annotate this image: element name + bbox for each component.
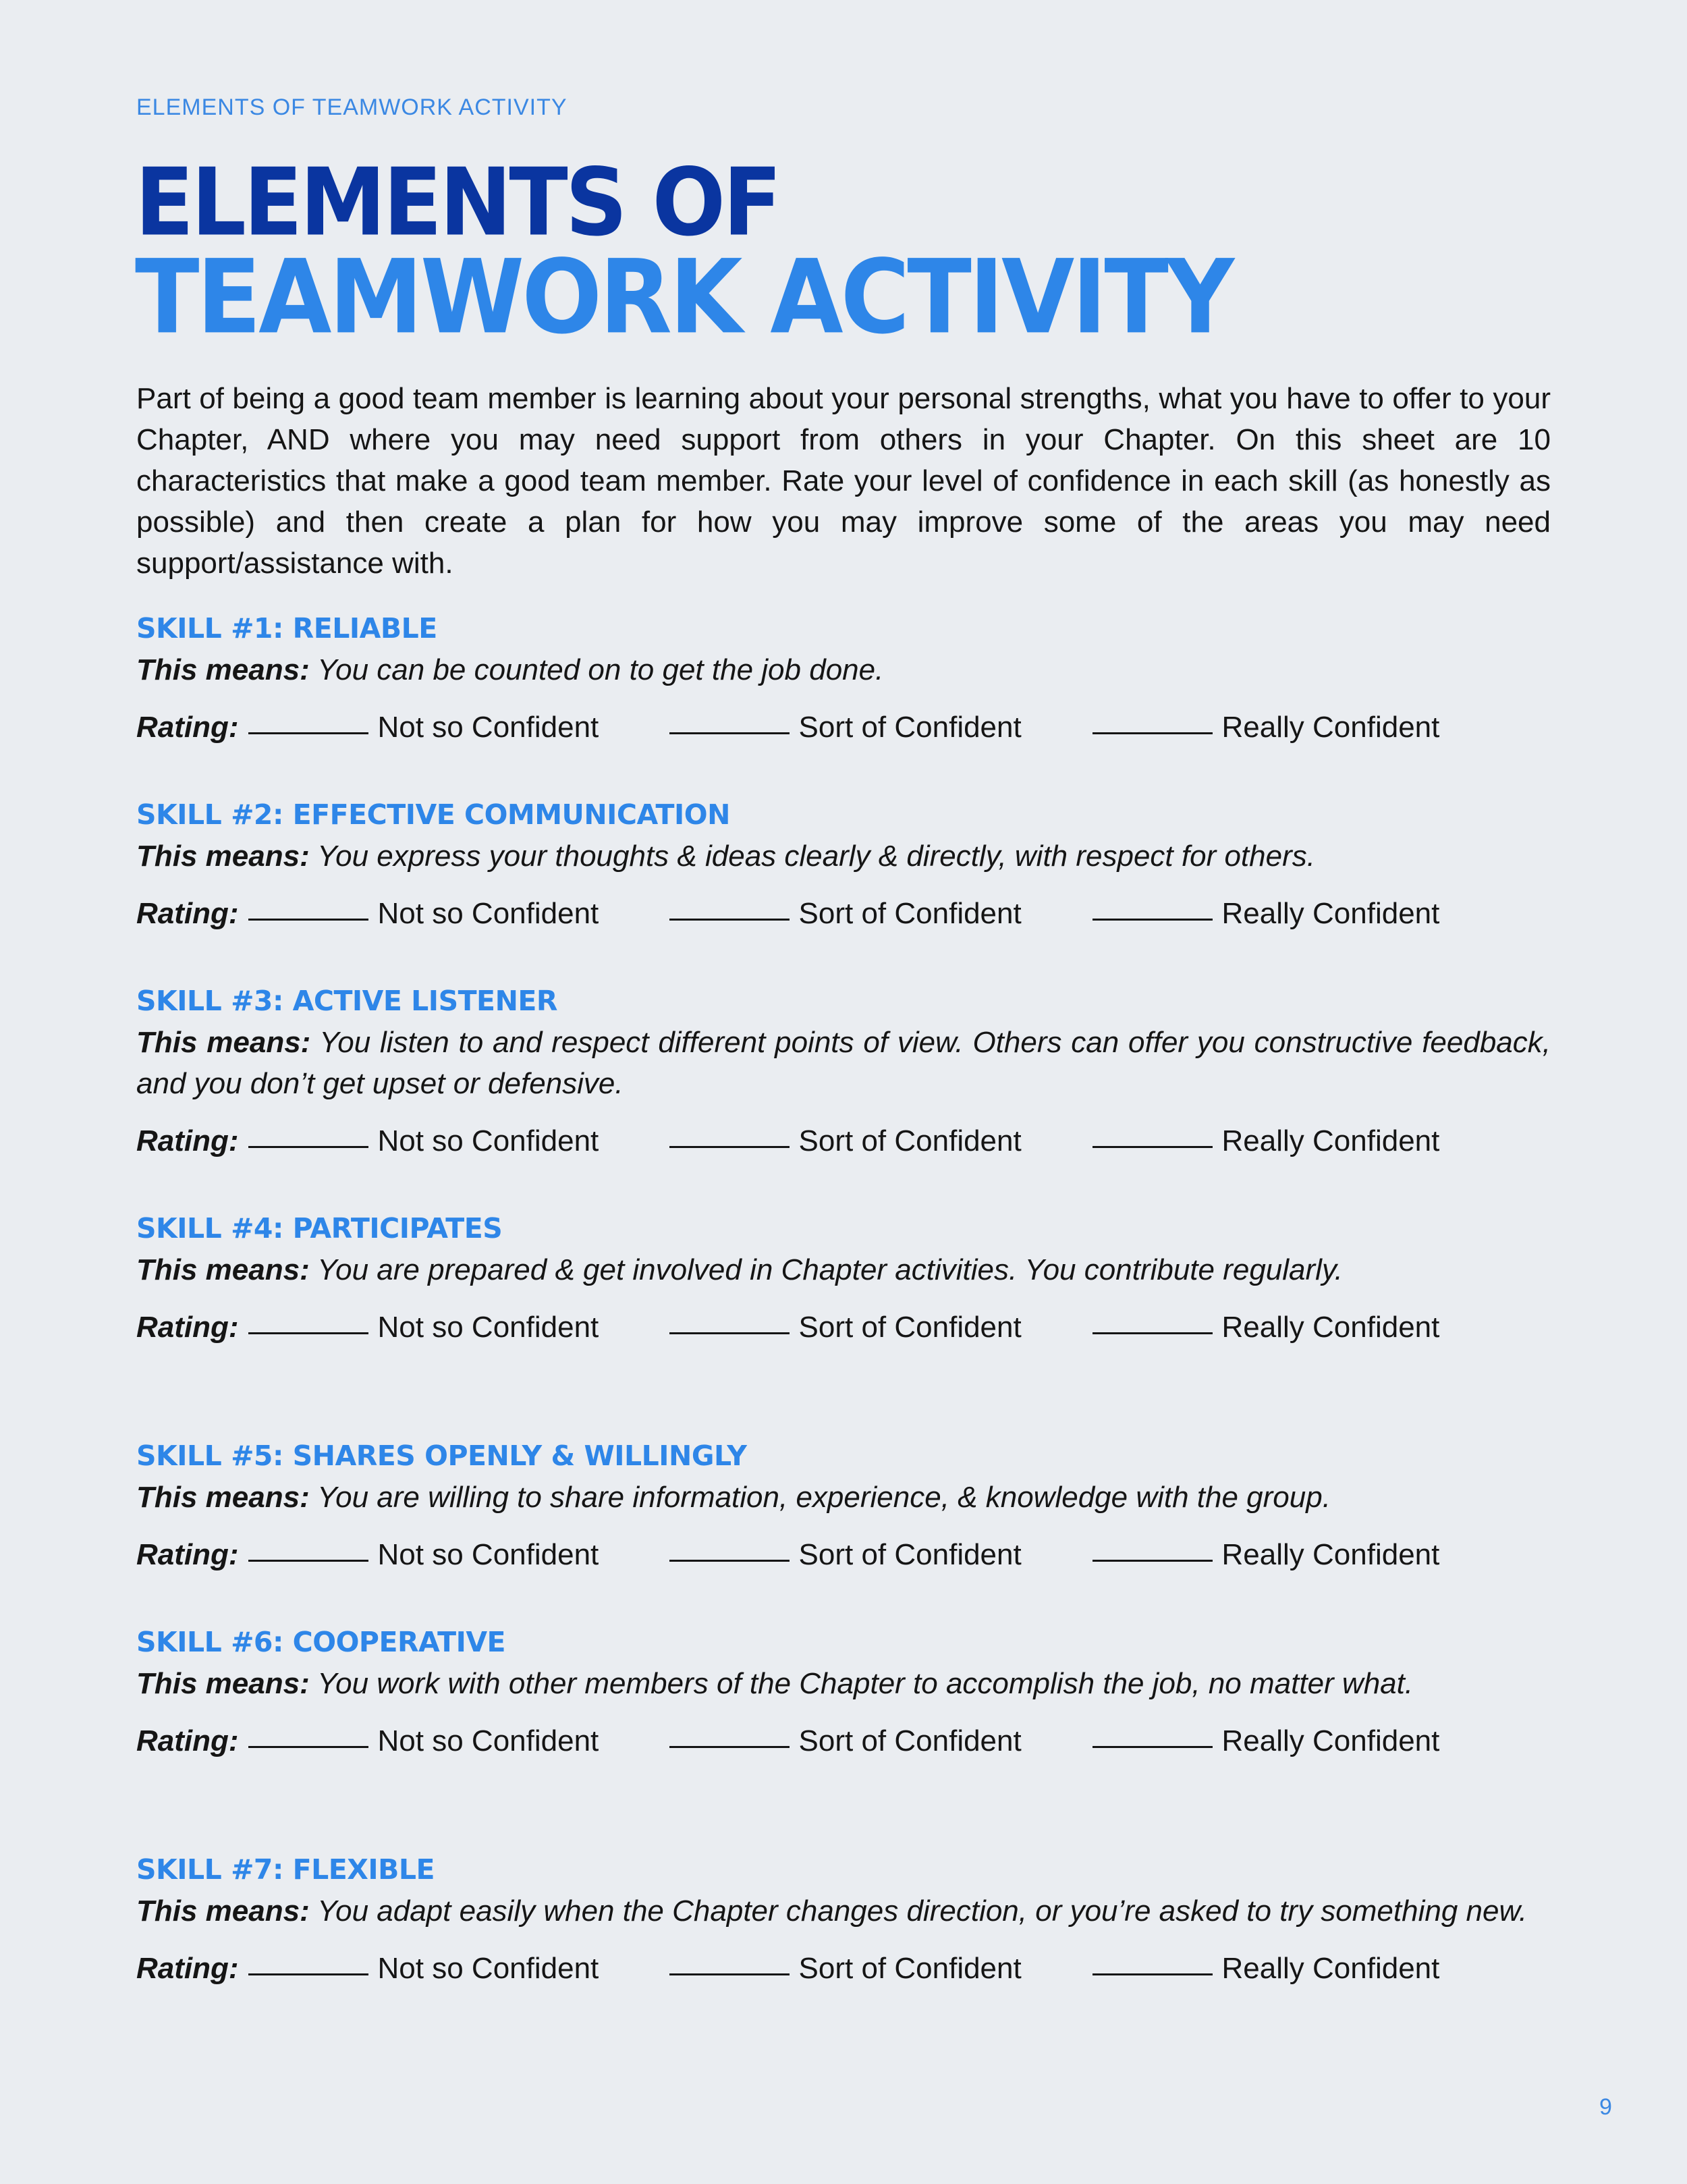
skill-title: SKILL #5: SHARES OPENLY & WILLINGLY bbox=[136, 1440, 747, 1472]
skill-7 bbox=[136, 1850, 1551, 2077]
meaning-text: You listen to and respect different points of view. Others can offer you constructive feedback, and you don’t get upset or defensive. bbox=[136, 1026, 1551, 1100]
rating-option-really-confident: Really Confident bbox=[1221, 1124, 1440, 1157]
rating-blank-not-so[interactable] bbox=[248, 732, 368, 734]
rating-label: Rating: bbox=[136, 897, 239, 930]
rating-option-sort-of-confident: Sort of Confident bbox=[798, 1311, 1022, 1344]
skill-title: SKILL #3: ACTIVE LISTENER bbox=[136, 985, 557, 1017]
rating-blank-sort-of[interactable] bbox=[669, 1973, 790, 1975]
skill-meaning bbox=[136, 1663, 1551, 1704]
rating-row bbox=[136, 707, 1551, 748]
rating-blank-not-so[interactable] bbox=[248, 1146, 368, 1148]
rating-row bbox=[136, 1534, 1551, 1575]
rating-blank-sort-of[interactable] bbox=[669, 732, 790, 734]
rating-row bbox=[136, 1307, 1551, 1348]
meaning-label: This means: bbox=[136, 1667, 310, 1700]
rating-label: Rating: bbox=[136, 711, 239, 744]
skill-meaning bbox=[136, 1477, 1551, 1518]
meaning-text: You can be counted on to get the job done. bbox=[317, 653, 884, 686]
rating-blank-not-so[interactable] bbox=[248, 1973, 368, 1975]
rating-blank-not-so[interactable] bbox=[248, 1560, 368, 1562]
rating-blank-really[interactable] bbox=[1093, 732, 1213, 734]
rating-blank-sort-of[interactable] bbox=[669, 1560, 790, 1562]
page-number: 9 bbox=[1599, 2094, 1612, 2120]
rating-blank-really[interactable] bbox=[1093, 1560, 1213, 1562]
meaning-label: This means: bbox=[136, 1481, 310, 1514]
rating-blank-not-so[interactable] bbox=[248, 1332, 368, 1334]
meaning-text: You work with other members of the Chapter to accomplish the job, no matter what. bbox=[317, 1667, 1414, 1700]
skill-3 bbox=[136, 981, 1551, 1209]
meaning-text: You are willing to share information, experience, & knowledge with the group. bbox=[317, 1481, 1331, 1514]
rating-blank-not-so[interactable] bbox=[248, 1746, 368, 1748]
meaning-label: This means: bbox=[136, 1894, 310, 1928]
meaning-label: This means: bbox=[136, 840, 310, 873]
rating-label: Rating: bbox=[136, 1724, 239, 1757]
page-title bbox=[135, 148, 1232, 358]
rating-option-sort-of-confident: Sort of Confident bbox=[798, 1124, 1022, 1157]
rating-option-not-so-confident: Not so Confident bbox=[377, 1311, 599, 1344]
title-line-1: ELEMENTS OF bbox=[135, 148, 779, 258]
running-head: ELEMENTS OF TEAMWORK ACTIVITY bbox=[136, 94, 568, 120]
title-line-2: TEAMWORK ACTIVITY bbox=[135, 238, 1232, 358]
skill-meaning bbox=[136, 1890, 1551, 1932]
rating-blank-really[interactable] bbox=[1093, 1746, 1213, 1748]
rating-label: Rating: bbox=[136, 1952, 239, 1985]
rating-blank-sort-of[interactable] bbox=[669, 1332, 790, 1334]
rating-option-not-so-confident: Not so Confident bbox=[377, 897, 599, 930]
skill-title: SKILL #7: FLEXIBLE bbox=[136, 1853, 435, 1886]
rating-option-not-so-confident: Not so Confident bbox=[377, 1124, 599, 1157]
skills-list bbox=[136, 609, 1551, 2077]
rating-option-really-confident: Really Confident bbox=[1221, 1724, 1440, 1757]
rating-option-really-confident: Really Confident bbox=[1221, 1952, 1440, 1985]
rating-option-sort-of-confident: Sort of Confident bbox=[798, 1538, 1022, 1571]
rating-option-really-confident: Really Confident bbox=[1221, 711, 1440, 744]
rating-label: Rating: bbox=[136, 1124, 239, 1157]
intro-paragraph: Part of being a good team member is learning about your personal strengths, what you have to offer to your Chapter, AND where you may need support from others in your Chapter. On this sheet are 10 characteristics that make a good team member. Rate your level of confidence in each skill (as honestly as possible) and then create a plan for how you may improve some of the areas you may need support/assistance with. bbox=[136, 382, 1551, 580]
meaning-text: You adapt easily when the Chapter changes direction, or you’re asked to try something new. bbox=[317, 1894, 1528, 1928]
rating-option-sort-of-confident: Sort of Confident bbox=[798, 711, 1022, 744]
rating-row bbox=[136, 1120, 1551, 1162]
skill-1 bbox=[136, 609, 1551, 795]
meaning-label: This means: bbox=[136, 653, 310, 686]
skill-title: SKILL #1: RELIABLE bbox=[136, 612, 437, 645]
rating-label: Rating: bbox=[136, 1311, 239, 1344]
meaning-label: This means: bbox=[136, 1026, 311, 1059]
skill-4 bbox=[136, 1209, 1551, 1436]
rating-row bbox=[136, 893, 1551, 934]
rating-option-not-so-confident: Not so Confident bbox=[377, 1724, 599, 1757]
rating-blank-really[interactable] bbox=[1093, 1332, 1213, 1334]
rating-blank-not-so[interactable] bbox=[248, 919, 368, 921]
meaning-label: This means: bbox=[136, 1253, 310, 1286]
rating-label: Rating: bbox=[136, 1538, 239, 1571]
rating-option-not-so-confident: Not so Confident bbox=[377, 1952, 599, 1985]
rating-blank-sort-of[interactable] bbox=[669, 1146, 790, 1148]
skill-title: SKILL #4: PARTICIPATES bbox=[136, 1212, 503, 1245]
meaning-text: You are prepared & get involved in Chapter activities. You contribute regularly. bbox=[317, 1253, 1343, 1286]
rating-blank-really[interactable] bbox=[1093, 1146, 1213, 1148]
skill-6 bbox=[136, 1622, 1551, 1850]
rating-option-sort-of-confident: Sort of Confident bbox=[798, 897, 1022, 930]
skill-meaning bbox=[136, 836, 1551, 877]
rating-blank-sort-of[interactable] bbox=[669, 1746, 790, 1748]
rating-option-sort-of-confident: Sort of Confident bbox=[798, 1724, 1022, 1757]
meaning-text: You express your thoughts & ideas clearly & directly, with respect for others. bbox=[317, 840, 1315, 873]
rating-option-really-confident: Really Confident bbox=[1221, 1311, 1440, 1344]
rating-row bbox=[136, 1948, 1551, 1989]
skill-title: SKILL #2: EFFECTIVE COMMUNICATION bbox=[136, 798, 730, 831]
skill-meaning bbox=[136, 1249, 1551, 1290]
skill-2 bbox=[136, 795, 1551, 981]
rating-row bbox=[136, 1720, 1551, 1762]
rating-blank-really[interactable] bbox=[1093, 1973, 1213, 1975]
rating-blank-really[interactable] bbox=[1093, 919, 1213, 921]
rating-blank-sort-of[interactable] bbox=[669, 919, 790, 921]
rating-option-really-confident: Really Confident bbox=[1221, 897, 1440, 930]
skill-meaning bbox=[136, 649, 1551, 690]
skill-5 bbox=[136, 1436, 1551, 1622]
rating-option-not-so-confident: Not so Confident bbox=[377, 711, 599, 744]
rating-option-really-confident: Really Confident bbox=[1221, 1538, 1440, 1571]
skill-title: SKILL #6: COOPERATIVE bbox=[136, 1626, 506, 1658]
rating-option-sort-of-confident: Sort of Confident bbox=[798, 1952, 1022, 1985]
rating-option-not-so-confident: Not so Confident bbox=[377, 1538, 599, 1571]
skill-meaning bbox=[136, 1022, 1551, 1104]
